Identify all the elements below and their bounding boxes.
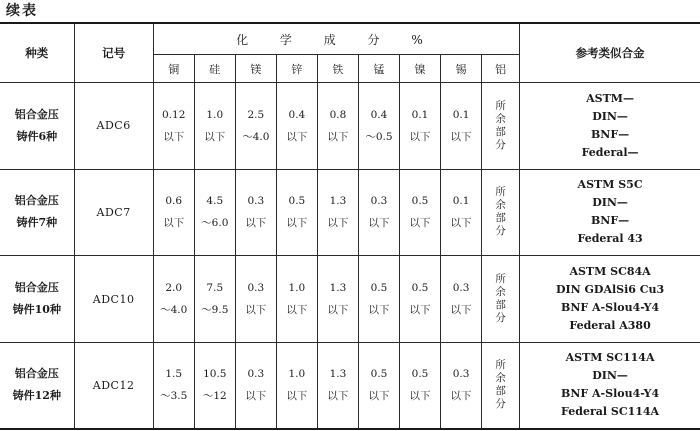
header-element: 锡 bbox=[441, 55, 482, 83]
value-cell: 1.0 以下 bbox=[194, 83, 235, 170]
value-cell: 0.3 以下 bbox=[441, 256, 482, 343]
table-row bbox=[0, 83, 700, 170]
aluminum-cell: 所 余 部 分 bbox=[482, 342, 520, 429]
value-cell: 0.5 以下 bbox=[276, 169, 317, 256]
aluminum-cell: 所 余 部 分 bbox=[482, 83, 520, 170]
value-cell: 0.4 ～0.5 bbox=[358, 83, 399, 170]
value-cell: 7.5 ～9.5 bbox=[194, 256, 235, 343]
value-cell: 0.3 以下 bbox=[441, 342, 482, 429]
value-cell: 4.5 ～6.0 bbox=[194, 169, 235, 256]
header-kind: 种类 bbox=[0, 23, 74, 83]
header-element: 硅 bbox=[194, 55, 235, 83]
aluminum-cell: 所 余 部 分 bbox=[482, 169, 520, 256]
header-element: 锰 bbox=[358, 55, 399, 83]
value-cell: 2.0 ～4.0 bbox=[153, 256, 194, 343]
code-cell: ADC10 bbox=[74, 256, 153, 343]
kind-cell: 铝合金压 铸件6种 bbox=[0, 83, 74, 170]
value-cell: 0.1 以下 bbox=[441, 83, 482, 170]
aluminum-cell: 所 余 部 分 bbox=[482, 256, 520, 343]
value-cell: 0.5 以下 bbox=[399, 342, 440, 429]
value-cell: 0.5 以下 bbox=[399, 256, 440, 343]
kind-cell: 铝合金压 铸件10种 bbox=[0, 256, 74, 343]
code-cell: ADC12 bbox=[74, 342, 153, 429]
value-cell: 0.12 以下 bbox=[153, 83, 194, 170]
value-cell: 1.5 ～3.5 bbox=[153, 342, 194, 429]
value-cell: 1.0 以下 bbox=[276, 342, 317, 429]
value-cell: 0.5 以下 bbox=[358, 342, 399, 429]
header-code: 记号 bbox=[74, 23, 153, 83]
value-cell: 0.4 以下 bbox=[276, 83, 317, 170]
reference-cell: ASTM SC114A DIN— BNF A-Slou4-Y4 Federal SC114A bbox=[520, 342, 700, 429]
header-element: 铜 bbox=[153, 55, 194, 83]
code-cell: ADC6 bbox=[74, 83, 153, 170]
value-cell: 0.1 以下 bbox=[441, 169, 482, 256]
value-cell: 0.8 以下 bbox=[317, 83, 358, 170]
value-cell: 0.3 以下 bbox=[235, 256, 276, 343]
alloy-spec-table bbox=[0, 22, 700, 430]
kind-cell: 铝合金压 铸件12种 bbox=[0, 342, 74, 429]
header-reference: 参考类似合金 bbox=[520, 23, 700, 83]
reference-cell: ASTM— DIN— BNF— Federal— bbox=[520, 83, 700, 170]
value-cell: 0.1 以下 bbox=[399, 83, 440, 170]
value-cell: 0.5 以下 bbox=[399, 169, 440, 256]
header-element: 锌 bbox=[276, 55, 317, 83]
value-cell: 1.3 以下 bbox=[317, 256, 358, 343]
header-element: 镍 bbox=[399, 55, 440, 83]
value-cell: 1.0 以下 bbox=[276, 256, 317, 343]
table-row bbox=[0, 256, 700, 343]
table-row bbox=[0, 342, 700, 429]
value-cell: 0.6 以下 bbox=[153, 169, 194, 256]
value-cell: 1.3 以下 bbox=[317, 342, 358, 429]
code-cell: ADC7 bbox=[74, 169, 153, 256]
value-cell: 10.5 ～12 bbox=[194, 342, 235, 429]
reference-cell: ASTM SC84A DIN GDAlSi6 Cu3 BNF A-Slou4-Y4 Federal A380 bbox=[520, 256, 700, 343]
value-cell: 0.3 以下 bbox=[235, 342, 276, 429]
value-cell: 0.5 以下 bbox=[358, 256, 399, 343]
header-element: 镁 bbox=[235, 55, 276, 83]
kind-cell: 铝合金压 铸件7种 bbox=[0, 169, 74, 256]
reference-cell: ASTM S5C DIN— BNF— Federal 43 bbox=[520, 169, 700, 256]
header-element: 铝 bbox=[482, 55, 520, 83]
value-cell: 2.5 ～4.0 bbox=[235, 83, 276, 170]
value-cell: 0.3 以下 bbox=[235, 169, 276, 256]
value-cell: 0.3 以下 bbox=[358, 169, 399, 256]
table-caption: 续表 bbox=[6, 3, 38, 19]
value-cell: 1.3 以下 bbox=[317, 169, 358, 256]
table-row bbox=[0, 169, 700, 256]
header-chemistry: 化 学 成 分 % bbox=[153, 23, 519, 55]
header-element: 铁 bbox=[317, 55, 358, 83]
